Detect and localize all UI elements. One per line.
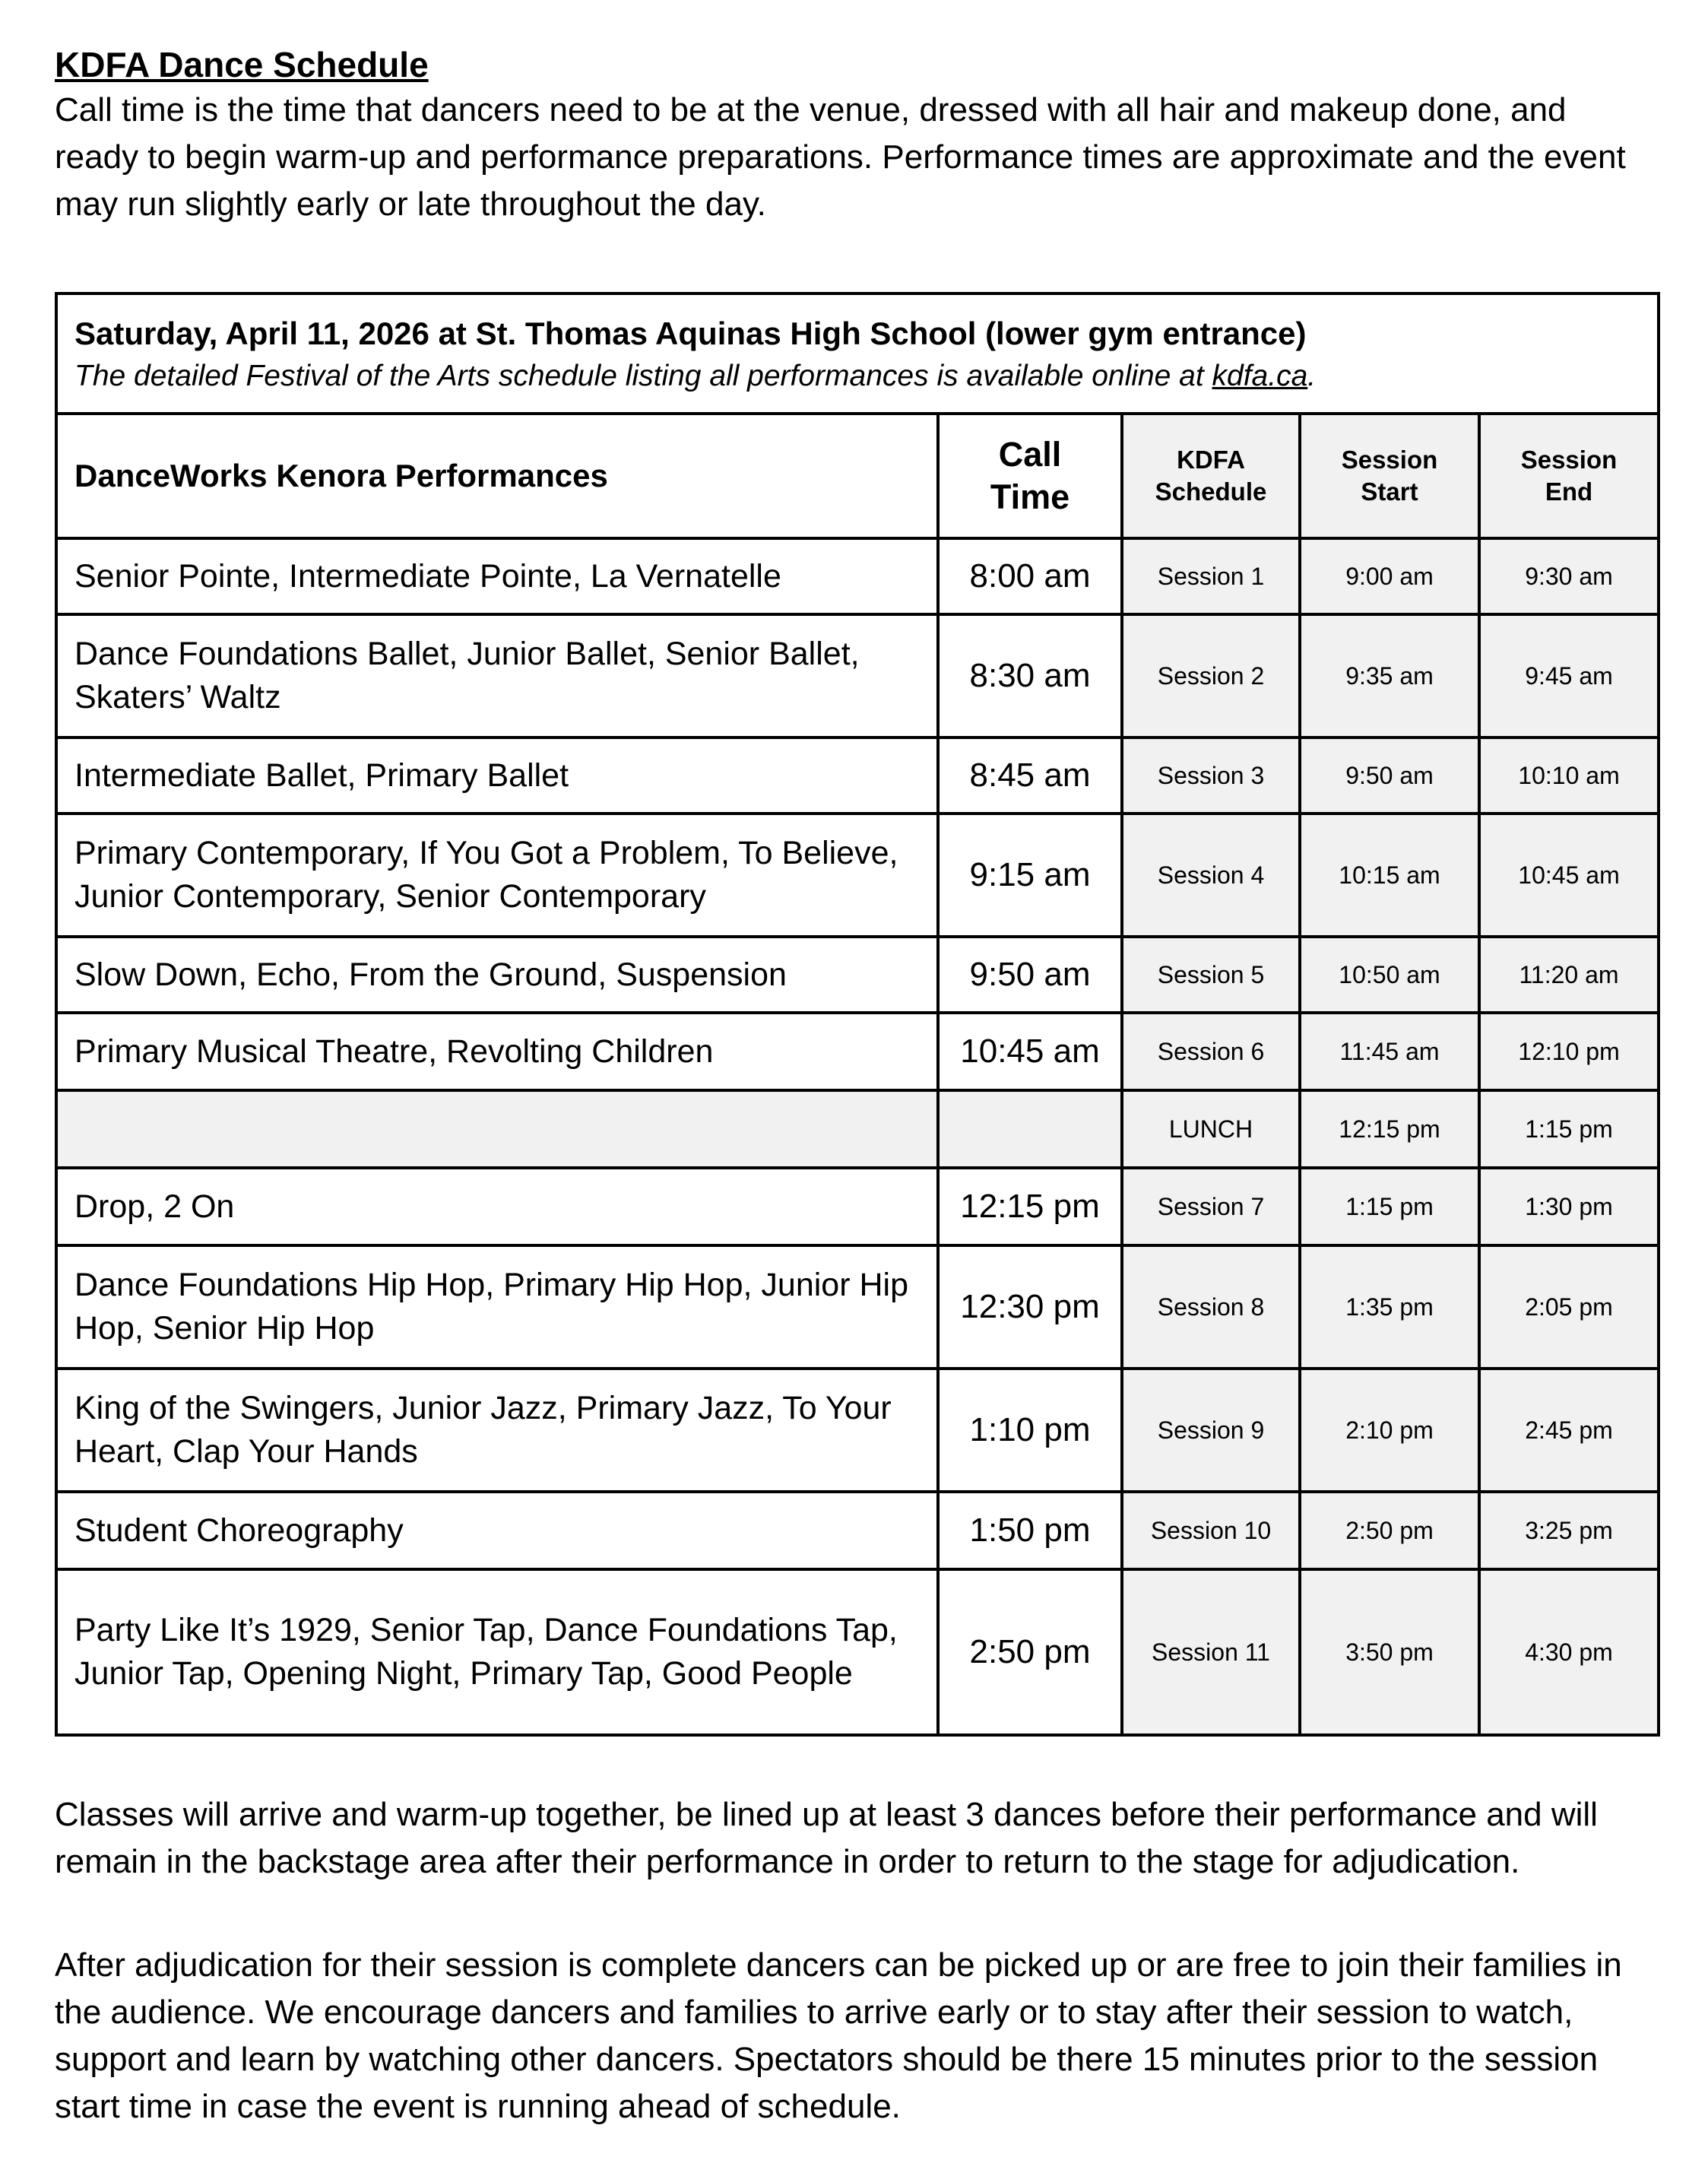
call-time-cell: 9:50 am	[938, 937, 1122, 1013]
session-start-cell: 10:15 am	[1300, 814, 1479, 937]
performances-cell: King of the Swingers, Junior Jazz, Primary Jazz, To Your Heart, Clap Your Hands	[56, 1369, 938, 1492]
schedule-rows	[56, 538, 1659, 1735]
intro-paragraph: Call time is the time that dancers need to be at the venue, dressed with all hair and makeup done, and ready to begin warm-up and performance preparations. Performance times are approximate and the event may run slightly early or late throughout the day.	[55, 91, 1626, 223]
session-start-cell: 2:50 pm	[1300, 1492, 1479, 1569]
header-kdfa-schedule: KDFA Schedule	[1122, 414, 1300, 538]
performances-cell: Slow Down, Echo, From the Ground, Suspension	[56, 937, 938, 1013]
kdfa-link[interactable]: kdfa.ca	[1212, 360, 1308, 392]
session-start-cell: 10:50 am	[1300, 937, 1479, 1013]
performances-cell: Student Choreography	[56, 1492, 938, 1569]
performances-cell: Drop, 2 On	[56, 1168, 938, 1245]
call-time-cell: 12:15 pm	[938, 1168, 1122, 1245]
performances-cell: Intermediate Ballet, Primary Ballet	[56, 738, 938, 814]
session-start-cell: 2:10 pm	[1300, 1369, 1479, 1492]
page-title: KDFA Dance Schedule	[55, 45, 429, 84]
session-end-cell: 10:45 am	[1479, 814, 1659, 937]
table-row	[56, 1013, 1659, 1090]
table-row	[56, 1369, 1659, 1492]
header-session-start: Session Start	[1300, 414, 1479, 538]
table-row	[56, 1168, 1659, 1245]
kdfa-session-cell: Session 5	[1122, 937, 1300, 1013]
performances-cell: Dance Foundations Hip Hop, Primary Hip Hop, Junior Hip Hop, Senior Hip Hop	[56, 1245, 938, 1369]
performances-cell: Dance Foundations Ballet, Junior Ballet, Senior Ballet, Skaters’ Waltz	[56, 614, 938, 738]
table-row	[56, 1492, 1659, 1569]
session-end-cell: 3:25 pm	[1479, 1492, 1659, 1569]
call-time-cell: 8:00 am	[938, 538, 1122, 614]
header-call-time: Call Time	[938, 414, 1122, 538]
schedule-table	[55, 292, 1660, 1737]
document-page	[55, 43, 1659, 2125]
arrival-paragraph: Classes will arrive and warm-up together, be lined up at least 3 dances before their performance and will remain in the backstage area after their performance in order to return to the stage for adjudication.	[55, 1796, 1598, 1880]
call-time-cell: 10:45 am	[938, 1013, 1122, 1090]
header-session-end: Session End	[1479, 414, 1659, 538]
performances-cell: Primary Contemporary, If You Got a Problem, To Believe, Junior Contemporary, Senior Contemporary	[56, 814, 938, 937]
table-row	[56, 814, 1659, 937]
note-text: The detailed Festival of the Arts schedule listing all performances is available online at	[74, 360, 1212, 392]
kdfa-session-cell: LUNCH	[1122, 1090, 1300, 1168]
kdfa-session-cell: Session 9	[1122, 1369, 1300, 1492]
call-time-cell: 1:50 pm	[938, 1492, 1122, 1569]
call-time-cell: 2:50 pm	[938, 1569, 1122, 1735]
performances-cell: Senior Pointe, Intermediate Pointe, La Vernatelle	[56, 538, 938, 614]
table-row	[56, 937, 1659, 1013]
call-time-cell: 12:30 pm	[938, 1245, 1122, 1369]
session-start-cell: 1:35 pm	[1300, 1245, 1479, 1369]
kdfa-session-cell: Session 1	[1122, 538, 1300, 614]
session-end-cell: 9:30 am	[1479, 538, 1659, 614]
kdfa-session-cell: Session 6	[1122, 1013, 1300, 1090]
table-row	[56, 538, 1659, 614]
session-start-cell: 9:35 am	[1300, 614, 1479, 738]
column-header-row	[56, 414, 1659, 538]
session-start-cell: 9:00 am	[1300, 538, 1479, 614]
kdfa-session-cell: Session 3	[1122, 738, 1300, 814]
venue-cell	[56, 293, 1659, 414]
kdfa-session-cell: Session 11	[1122, 1569, 1300, 1735]
call-time-cell: 8:30 am	[938, 614, 1122, 738]
table-row	[56, 1569, 1659, 1735]
kdfa-session-cell: Session 7	[1122, 1168, 1300, 1245]
schedule-note	[74, 356, 1640, 397]
session-end-cell: 1:30 pm	[1479, 1168, 1659, 1245]
kdfa-session-cell: Session 8	[1122, 1245, 1300, 1369]
session-start-cell: 3:50 pm	[1300, 1569, 1479, 1735]
session-end-cell: 4:30 pm	[1479, 1569, 1659, 1735]
call-time-cell: 9:15 am	[938, 814, 1122, 937]
session-end-cell: 2:05 pm	[1479, 1245, 1659, 1369]
session-start-cell: 11:45 am	[1300, 1013, 1479, 1090]
session-end-cell: 11:20 am	[1479, 937, 1659, 1013]
session-start-cell: 1:15 pm	[1300, 1168, 1479, 1245]
note-suffix: .	[1307, 360, 1317, 392]
session-start-cell: 12:15 pm	[1300, 1090, 1479, 1168]
kdfa-session-cell: Session 4	[1122, 814, 1300, 937]
performances-cell: Party Like It’s 1929, Senior Tap, Dance Foundations Tap, Junior Tap, Opening Night, Primary Tap, Good People	[56, 1569, 938, 1735]
venue-heading: Saturday, April 11, 2026 at St. Thomas Aquinas High School (lower gym entrance)	[74, 316, 1307, 351]
performances-cell: Primary Musical Theatre, Revolting Children	[56, 1013, 938, 1090]
session-end-cell: 1:15 pm	[1479, 1090, 1659, 1168]
session-end-cell: 2:45 pm	[1479, 1369, 1659, 1492]
kdfa-session-cell: Session 10	[1122, 1492, 1300, 1569]
session-end-cell: 10:10 am	[1479, 738, 1659, 814]
pickup-paragraph: After adjudication for their session is complete dancers can be picked up or are free to join their families in the audience. We encourage dancers and families to arrive early or to stay after their session to watch, support and learn by watching other dancers. Spectators should be there 15 minutes prior to the session start time in case the event is running ahead of schedule.	[55, 1946, 1622, 2125]
kdfa-session-cell: Session 2	[1122, 614, 1300, 738]
call-time-cell: 1:10 pm	[938, 1369, 1122, 1492]
table-venue-row	[56, 293, 1659, 414]
header-performances: DanceWorks Kenora Performances	[56, 414, 938, 538]
performances-cell	[56, 1090, 938, 1168]
table-row	[56, 1090, 1659, 1168]
table-row	[56, 614, 1659, 738]
table-row	[56, 738, 1659, 814]
session-start-cell: 9:50 am	[1300, 738, 1479, 814]
table-row	[56, 1245, 1659, 1369]
session-end-cell: 9:45 am	[1479, 614, 1659, 738]
session-end-cell: 12:10 pm	[1479, 1013, 1659, 1090]
call-time-cell: 8:45 am	[938, 738, 1122, 814]
call-time-cell	[938, 1090, 1122, 1168]
